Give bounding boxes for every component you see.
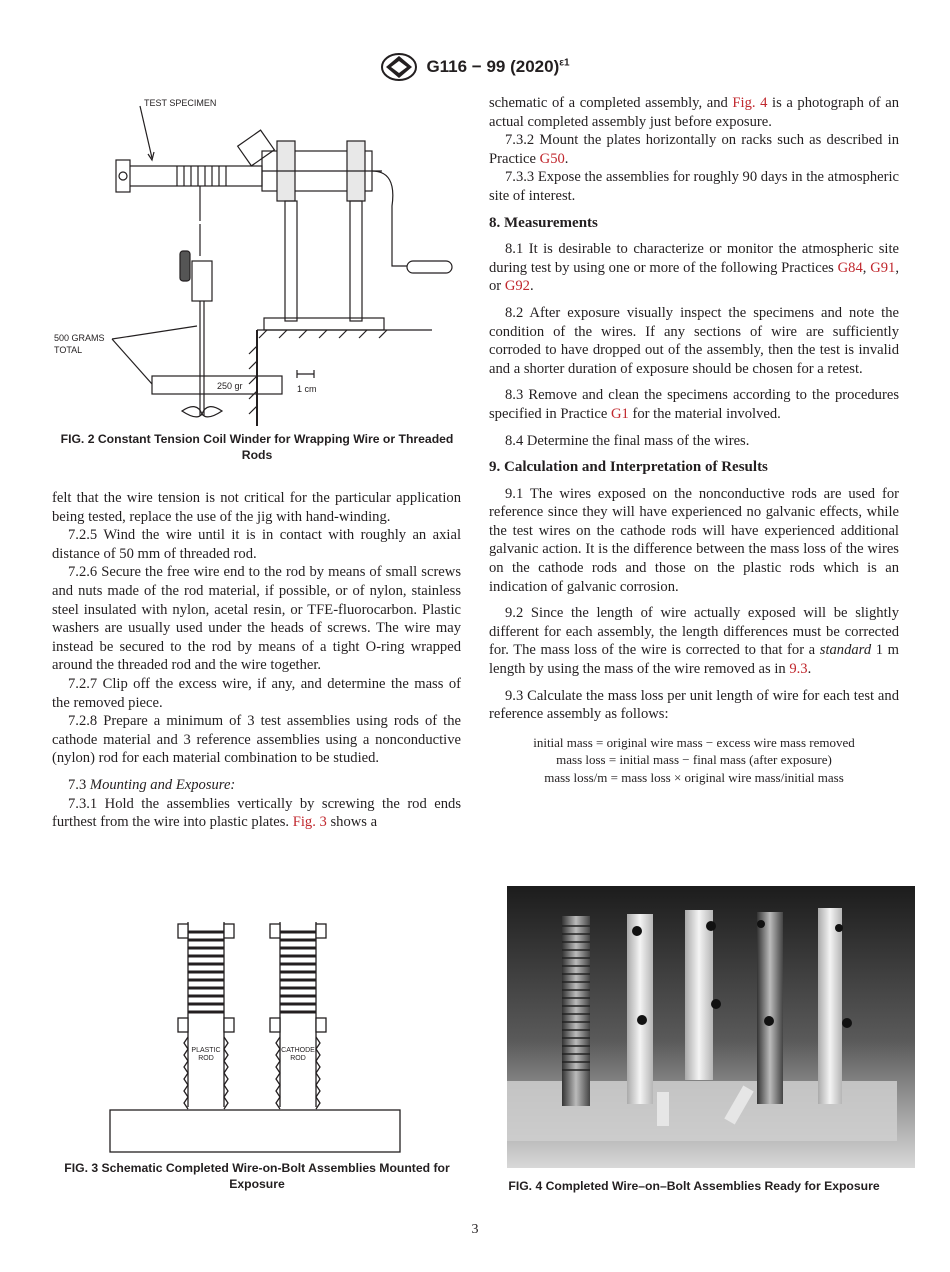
paragraph-continued: felt that the wire tension is not critical for the particular application being tested, replace the use of the jig with hand-winding. <box>52 490 461 525</box>
paragraph-7-2-5: 7.2.5 Wind the wire until it is in contact with roughly an axial distance of 50 mm of threaded rod. <box>52 527 461 562</box>
fig2-caption: FIG. 2 Constant Tension Coil Winder for Wrapping Wire or Threaded Rods <box>60 432 454 462</box>
equation-mass-loss-per-m: mass loss/m = mass loss × original wire mass/initial mass <box>544 769 844 785</box>
g84-link[interactable]: G84 <box>837 259 863 276</box>
g1-link[interactable]: G1 <box>610 405 629 422</box>
svg-text:ROD: ROD <box>290 1055 306 1062</box>
equation-mass-loss: mass loss = initial mass − final mass (after exposure) <box>556 752 832 768</box>
page-number: 3 <box>471 1222 479 1237</box>
g50-link[interactable]: G50 <box>539 150 565 167</box>
paragraph-8-1: 8.1 It is desirable to characterize or monitor the atmospheric site during test by using one or more of the following Practices G84, G91, or G92. <box>489 241 899 295</box>
svg-text:TOTAL: TOTAL <box>54 345 83 355</box>
paragraph-7-3: 7.3 Mounting and Exposure: <box>68 776 236 793</box>
paragraph-8-2: 8.2 After exposure visually inspect the specimens and note the condition of the wires. If any sections of wire are sufficiently corroded to have dropped out of the assembly, then the test is invalid and a shorter duration of exposure should be chosen for a retest. <box>489 304 899 377</box>
svg-text:CATHODE: CATHODE <box>281 1047 315 1054</box>
paragraph-9-3: 9.3 Calculate the mass loss per unit length of wire for each test and reference assembly as follows: <box>489 687 899 723</box>
fig3-link[interactable]: Fig. 3 <box>292 814 327 831</box>
paragraph-8-4: 8.4 Determine the final mass of the wires. <box>505 432 750 449</box>
paragraph-7-2-6: 7.2.6 Secure the free wire end to the rod by means of small screws and nuts made of the rod material, if possible, or of nylon, stainless steel insulated with nylon, acetal resin, or TFE-fluorocarbon. Plastic washers are usually used under the heads of screws. The wire may instead be secured to the rod by means of a tight O-ring wrapped around the threaded rod and the wire together. <box>52 564 461 674</box>
fig4-caption: FIG. 4 Completed Wire–on–Bolt Assemblies Ready for Exposure <box>508 1179 880 1193</box>
paragraph-9-1: 9.1 The wires exposed on the nonconductive rods are used for reference since they will have experienced no galvanic effects, while the test wires on the cathode rods will have experienced additional galvanic action. It is the difference between the mass loss of the wires on the cathode rods and those on the plastic rods which is an indication of galvanic corrosion. <box>489 485 899 595</box>
equation-initial-mass: initial mass = original wire mass − excess wire mass removed <box>533 734 855 750</box>
paragraph-continued-right: schematic of a completed assembly, and Fig. 4 is a photograph of an actual completed assembly just before exposure. <box>489 95 899 130</box>
fig4-link[interactable]: Fig. 4 <box>732 95 768 111</box>
right-column <box>489 94 899 786</box>
equations <box>489 734 899 787</box>
svg-text:250 gr: 250 gr <box>217 381 243 391</box>
svg-text:PLASTIC: PLASTIC <box>191 1047 221 1054</box>
paragraph-9-2: 9.2 Since the length of wire actually exposed will be slightly different for each assembly, the length differences must be corrected for. The mass loss of the wire is corrected to that for a standard 1 m length by using the mass of the wire removed as in 9.3. <box>489 605 899 678</box>
fig3-caption: FIG. 3 Schematic Completed Wire-on-Bolt Assemblies Mounted for Exposure <box>64 1161 450 1191</box>
paragraph-7-3-2: 7.3.2 Mount the plates horizontally on racks such as described in Practice G50. <box>489 132 899 167</box>
section-8-heading: 8. Measurements <box>489 214 598 231</box>
fig2-coil-winder-drawing <box>52 96 462 426</box>
svg-text:TEST SPECIMEN: TEST SPECIMEN <box>144 98 217 108</box>
g92-link[interactable]: G92 <box>504 278 530 295</box>
g91-link[interactable]: G91 <box>870 259 896 276</box>
paragraph-7-3-3: 7.3.3 Expose the assemblies for roughly 90 days in the atmospheric site of interest. <box>489 169 899 204</box>
page-header <box>0 52 950 86</box>
left-column <box>52 489 461 832</box>
section-9-heading: 9. Calculation and Interpretation of Results <box>489 459 768 476</box>
paragraph-7-2-8: 7.2.8 Prepare a minimum of 3 test assemblies using rods of the cathode material and 3 reference assemblies using a nonconductive (nylon) rod for each material combination to be studied. <box>52 713 461 767</box>
astm-logo-icon <box>380 52 418 82</box>
fig4-photograph <box>507 886 915 1168</box>
paragraph-7-2-7: 7.2.7 Clip off the excess wire, if any, and determine the mass of the removed piece. <box>52 675 461 711</box>
section-9-3-link[interactable]: 9.3 <box>789 661 808 678</box>
paragraph-7-3-1: 7.3.1 Hold the assemblies vertically by screwing the rod ends furthest from the wire into plastic plates. Fig. 3 shows a <box>52 795 461 831</box>
document-designation: G116 − 99 $(2020)^{\varepsilon 1}$ <box>426 57 570 76</box>
svg-text:500 GRAMS: 500 GRAMS <box>54 333 105 343</box>
svg-text:1 cm: 1 cm <box>297 384 317 394</box>
svg-text:ROD: ROD <box>198 1055 214 1062</box>
paragraph-8-3: 8.3 Remove and clean the specimens according to the procedures specified in Practice G1 for the material involved. <box>489 387 899 422</box>
fig3-schematic-drawing <box>108 912 402 1156</box>
